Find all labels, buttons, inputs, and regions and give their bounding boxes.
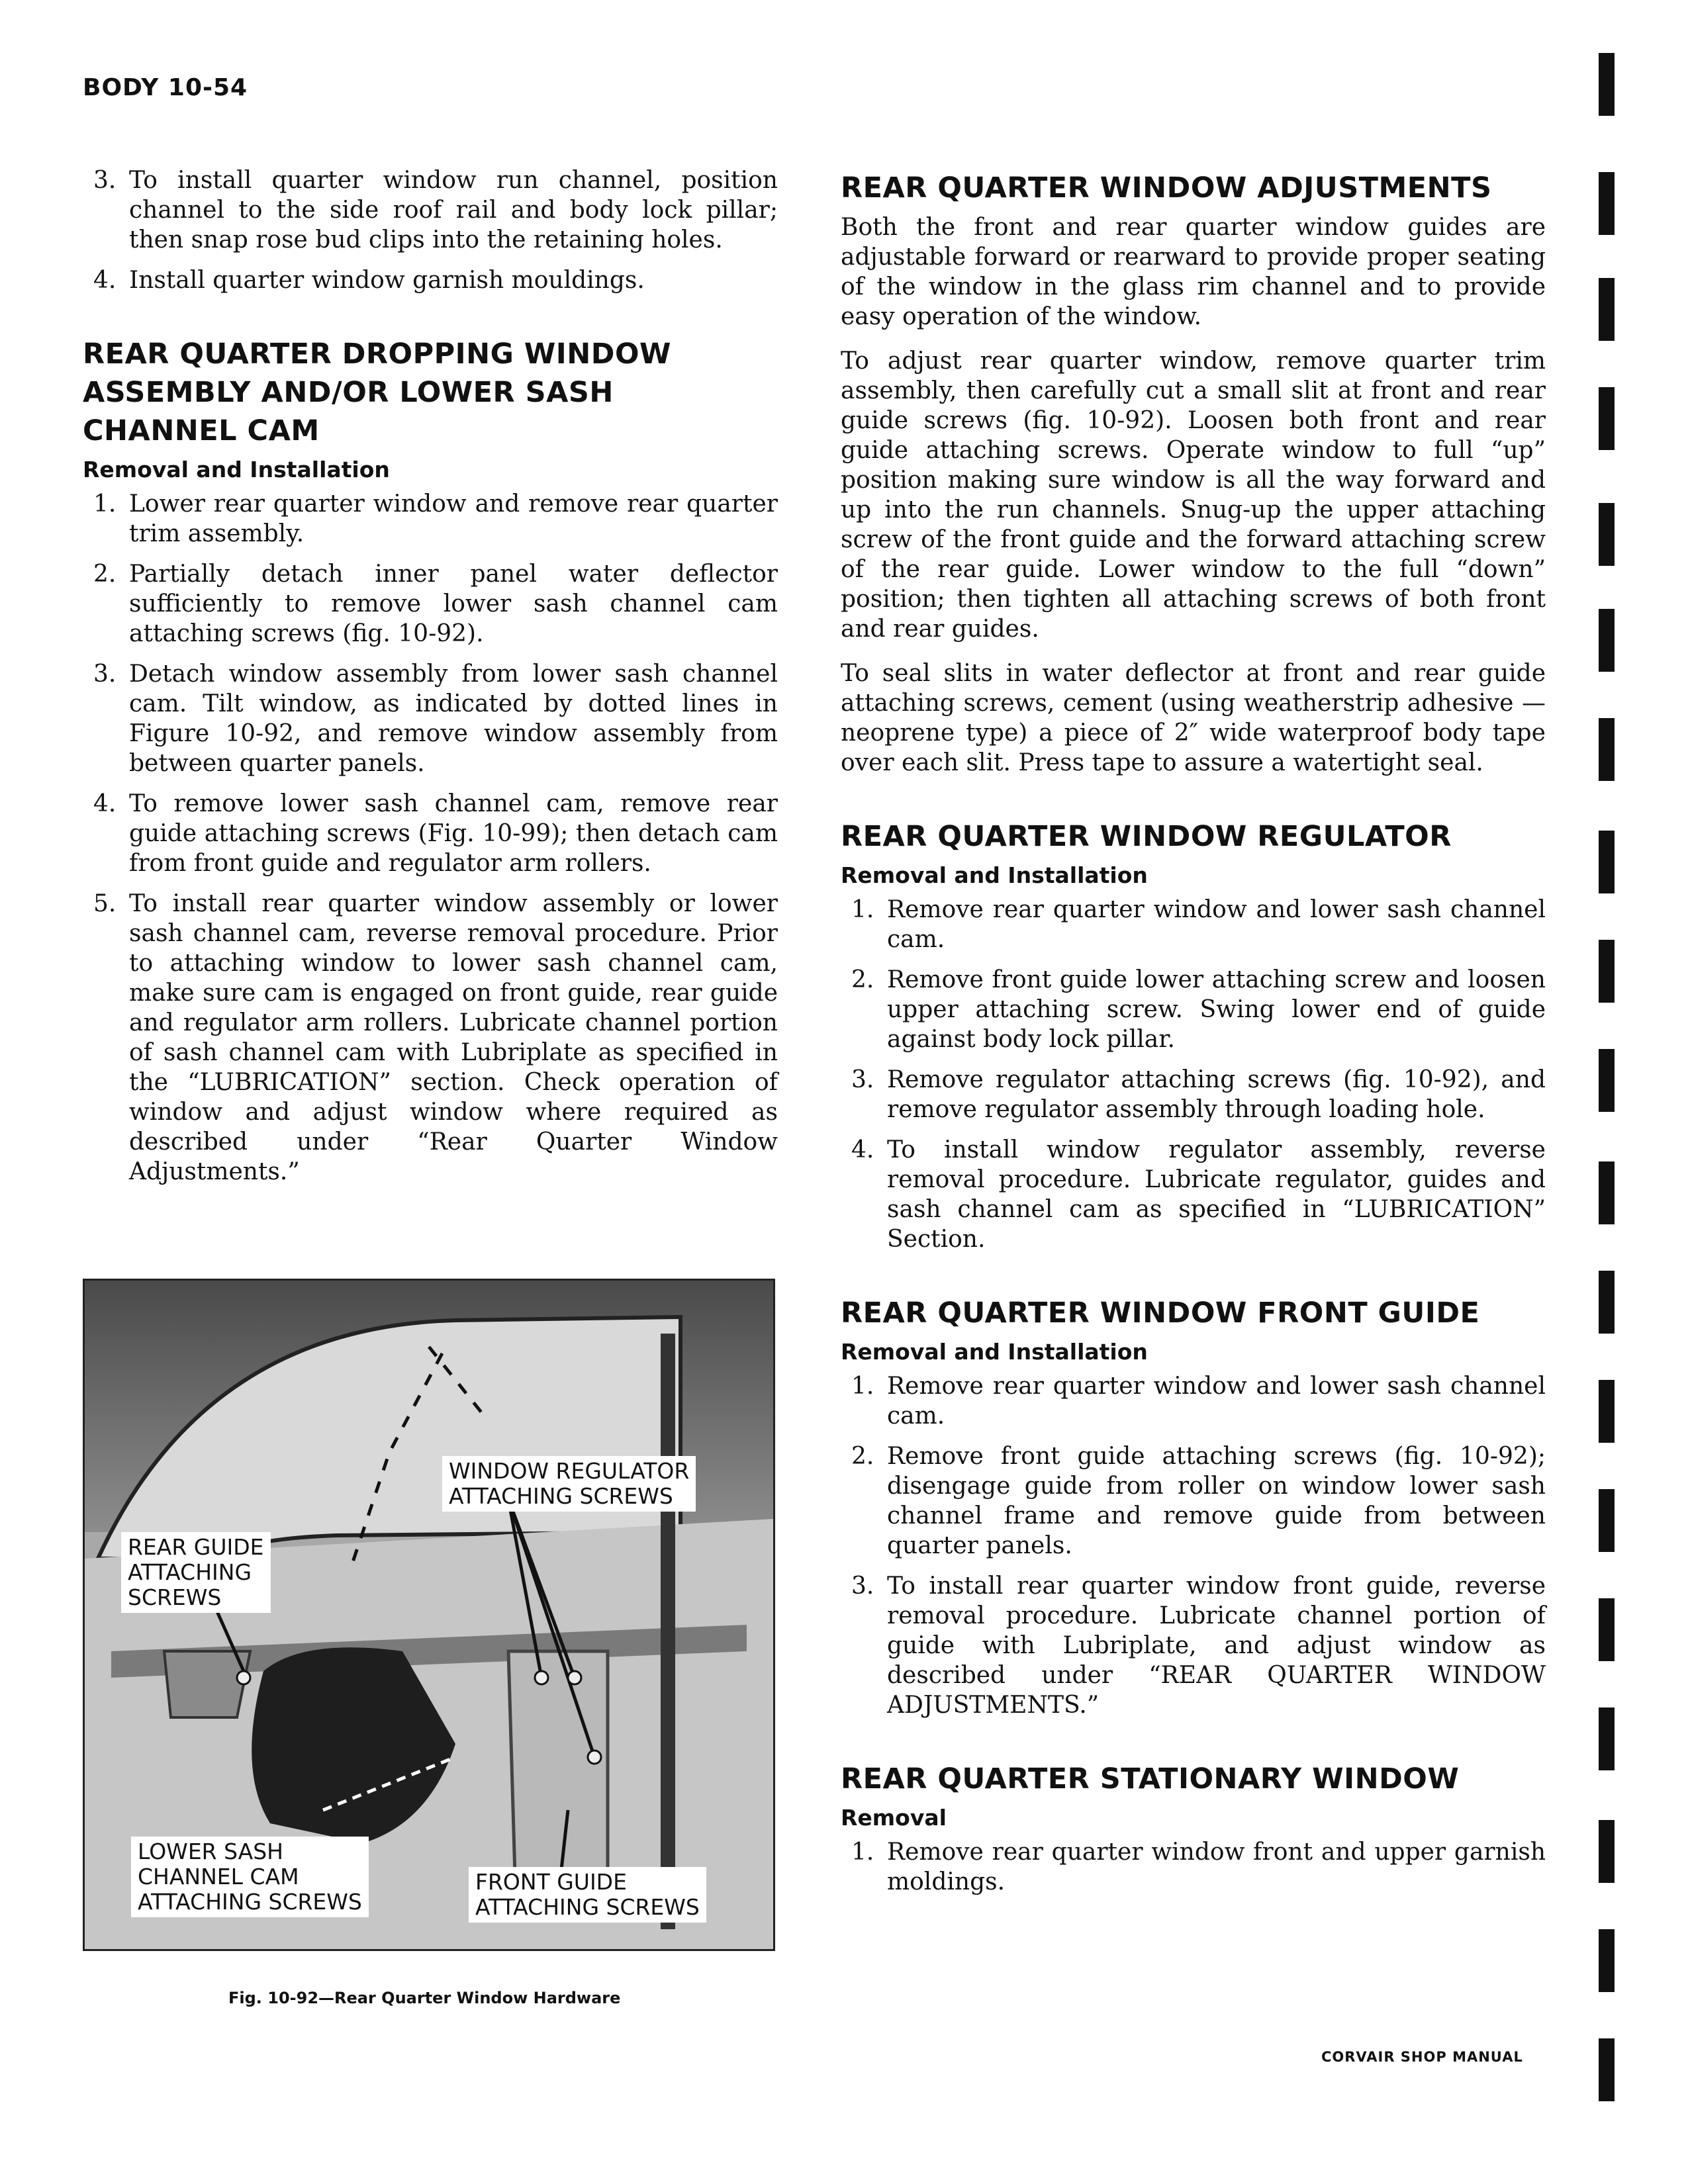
change-bar xyxy=(1599,1380,1615,1443)
callout-lower-sash-channel-cam xyxy=(131,1837,369,1917)
rear-guide xyxy=(164,1651,250,1717)
change-bar xyxy=(1599,1049,1615,1112)
list-item xyxy=(841,895,1546,954)
page-footer: CORVAIR SHOP MANUAL xyxy=(1321,2049,1523,2065)
item-text: Detach window assembly from lower sash channel cam. Tilt window, as indicated by dotted lines in Figure 10-92, and remove window assembly from between quarter panels. xyxy=(129,660,778,777)
section-title-dropping-window: REAR QUARTER DROPPING WINDOW ASSEMBLY AND/OR LOWER SASH CHANNEL CAM xyxy=(83,338,671,447)
change-bar xyxy=(1599,1929,1615,1992)
subheading-removal-installation: Removal and Installation xyxy=(83,457,390,482)
list-item xyxy=(841,965,1546,1054)
item-number: 2. xyxy=(851,966,874,993)
left-column xyxy=(83,165,778,1197)
item-number: 1. xyxy=(851,1839,874,1866)
callout-line: SCREWS xyxy=(128,1584,222,1610)
change-bar xyxy=(1599,1271,1615,1334)
callout-rear-guide xyxy=(121,1532,271,1613)
item-number: 3. xyxy=(851,1066,874,1093)
regulator-steps xyxy=(841,895,1546,1254)
list-item xyxy=(841,1135,1546,1254)
lock-pillar xyxy=(661,1334,675,1929)
dropping-window-steps xyxy=(83,489,778,1187)
page-header: BODY 10-54 xyxy=(83,74,248,101)
change-bar xyxy=(1599,718,1615,781)
item-text: Remove rear quarter window and lower sash channel cam. xyxy=(887,896,1546,953)
change-bar xyxy=(1599,53,1615,116)
item-number: 5. xyxy=(93,890,117,917)
item-text: Remove rear quarter window front and upper garnish moldings. xyxy=(887,1839,1546,1895)
item-text: To install window regulator assembly, reverse removal procedure. Lubricate regulator, guides and sash channel cam as specified in “LUBRICATION” Section. xyxy=(887,1136,1546,1253)
change-bar xyxy=(1599,940,1615,1003)
callout-line: ATTACHING SCREWS xyxy=(138,1889,362,1915)
item-number: 1. xyxy=(851,896,874,923)
subheading-removal-installation: Removal and Installation xyxy=(841,862,1148,888)
subheading-removal: Removal xyxy=(841,1805,947,1831)
item-text: Partially detach inner panel water deflector sufficiently to remove lower sash channel cam attaching screws (fig. 10-92). xyxy=(129,561,778,647)
front-guide-steps xyxy=(841,1371,1546,1720)
callout-line: WINDOW REGULATOR xyxy=(449,1458,690,1484)
screw xyxy=(535,1671,548,1684)
change-bar xyxy=(1599,1161,1615,1224)
list-item xyxy=(83,659,778,778)
change-bar xyxy=(1599,172,1615,235)
list-item xyxy=(83,559,778,649)
section-title-regulator: REAR QUARTER WINDOW REGULATOR xyxy=(841,820,1452,853)
item-number: 4. xyxy=(93,267,117,294)
callout-line: FRONT GUIDE xyxy=(475,1869,627,1895)
item-number: 2. xyxy=(93,561,117,588)
callout-line: LOWER SASH xyxy=(138,1839,283,1864)
screw xyxy=(237,1671,250,1684)
callout-line: REAR GUIDE xyxy=(128,1534,264,1560)
callout-window-regulator xyxy=(442,1456,696,1512)
change-bar xyxy=(1599,1707,1615,1770)
item-text: Remove regulator attaching screws (fig. 10-92), and remove regulator assembly through loading hole. xyxy=(887,1066,1546,1123)
item-text: Lower rear quarter window and remove rear quarter trim assembly. xyxy=(129,490,778,547)
list-item xyxy=(841,1571,1546,1720)
screw xyxy=(588,1751,601,1764)
figure-rear-quarter-window-hardware xyxy=(83,1279,775,1951)
list-item xyxy=(83,165,778,255)
item-number: 4. xyxy=(851,1136,874,1163)
list-item xyxy=(83,789,778,878)
list-item xyxy=(841,1837,1546,1897)
change-bar xyxy=(1599,831,1615,893)
list-item xyxy=(841,1441,1546,1561)
item-text: Remove rear quarter window and lower sash channel cam. xyxy=(887,1373,1546,1430)
change-bar xyxy=(1599,503,1615,566)
list-item xyxy=(83,489,778,549)
install-steps-continued xyxy=(83,165,778,295)
item-number: 3. xyxy=(851,1572,874,1600)
item-number: 4. xyxy=(93,790,117,817)
change-bar xyxy=(1599,2038,1615,2101)
change-bar xyxy=(1599,387,1615,450)
paragraph: To seal slits in water deflector at front and rear guide attaching screws, cement (using weatherstrip adhesive —neoprene type) a piece of 2″ wide waterproof body tape over each slit. Press tape to assure a watertight seal. xyxy=(841,660,1546,776)
list-item xyxy=(841,1371,1546,1431)
figure-caption: Fig. 10-92—Rear Quarter Window Hardware xyxy=(228,1989,621,2007)
item-number: 1. xyxy=(93,490,117,518)
section-title-front-guide: REAR QUARTER WINDOW FRONT GUIDE xyxy=(841,1297,1480,1330)
section-title-stationary-window: REAR QUARTER STATIONARY WINDOW xyxy=(841,1762,1460,1796)
item-text: To install quarter window run channel, position channel to the side roof rail and body lock pillar; then snap rose bud clips into the retaining holes. xyxy=(129,167,778,253)
change-bar xyxy=(1599,278,1615,341)
change-bar xyxy=(1599,1489,1615,1552)
paragraph: To adjust rear quarter window, remove quarter trim assembly, then carefully cut a small slit at front and rear guide screws (fig. 10-92). Loosen both front and rear guide attaching screws. Operate window to full “up” position making sure window is all the way forward and up into the run channels. Snug-up the upper attaching screw of the front guide and the forward attaching screw of the rear guide. Lower window to the full “down” position; then tighten all attaching screws of both front and rear guides. xyxy=(841,347,1546,643)
stationary-window-steps xyxy=(841,1837,1546,1897)
change-bar xyxy=(1599,1820,1615,1883)
callout-line: ATTACHING SCREWS xyxy=(449,1483,673,1509)
change-bar xyxy=(1599,609,1615,672)
item-text: Install quarter window garnish mouldings. xyxy=(129,267,645,294)
item-number: 3. xyxy=(93,660,117,688)
item-number: 1. xyxy=(851,1373,874,1400)
item-text: Remove front guide lower attaching screw and loosen upper attaching screw. Swing lower end of guide against body lock pillar. xyxy=(887,966,1546,1053)
callout-front-guide xyxy=(469,1867,706,1923)
paragraph: Both the front and rear quarter window guides are adjustable forward or rearward to provide proper seating of the window in the glass rim channel and to provide easy operation of the window. xyxy=(841,214,1546,330)
item-text: To install rear quarter window front guide, reverse removal procedure. Lubricate channel portion of guide with Lubriplate, and adjust window as described under “REAR QUARTER WINDOW ADJUSTMENTS.” xyxy=(887,1572,1546,1719)
change-bar xyxy=(1599,1598,1615,1661)
subheading-removal-installation: Removal and Installation xyxy=(841,1339,1148,1365)
item-number: 3. xyxy=(93,167,117,194)
list-item xyxy=(841,1065,1546,1124)
item-text: To install rear quarter window assembly or lower sash channel cam, reverse removal procedure. Prior to attaching window to lower sash channel cam, make sure cam is engaged on front guide, rear guide and regulator arm rollers. Lubricate channel portion of sash channel cam with Lubriplate as specified in the “LUBRICATION” section. Check operation of window and adjust window where required as described under “Rear Quarter Window Adjustments.” xyxy=(129,890,778,1185)
list-item xyxy=(83,889,778,1187)
item-text: Remove front guide attaching screws (fig. 10-92); disengage guide from roller on window lower sash channel frame and remove guide from between quarter panels. xyxy=(887,1443,1546,1559)
right-column xyxy=(841,169,1546,1907)
item-number: 2. xyxy=(851,1443,874,1470)
list-item xyxy=(83,265,778,295)
callout-line: CHANNEL CAM xyxy=(138,1864,299,1889)
section-title-adjustments: REAR QUARTER WINDOW ADJUSTMENTS xyxy=(841,171,1492,205)
screw xyxy=(568,1671,581,1684)
callout-line: ATTACHING xyxy=(128,1559,252,1585)
item-text: To remove lower sash channel cam, remove rear guide attaching screws (Fig. 10-99); then detach cam from front guide and regulator arm rollers. xyxy=(129,790,778,877)
callout-line: ATTACHING SCREWS xyxy=(475,1894,700,1920)
